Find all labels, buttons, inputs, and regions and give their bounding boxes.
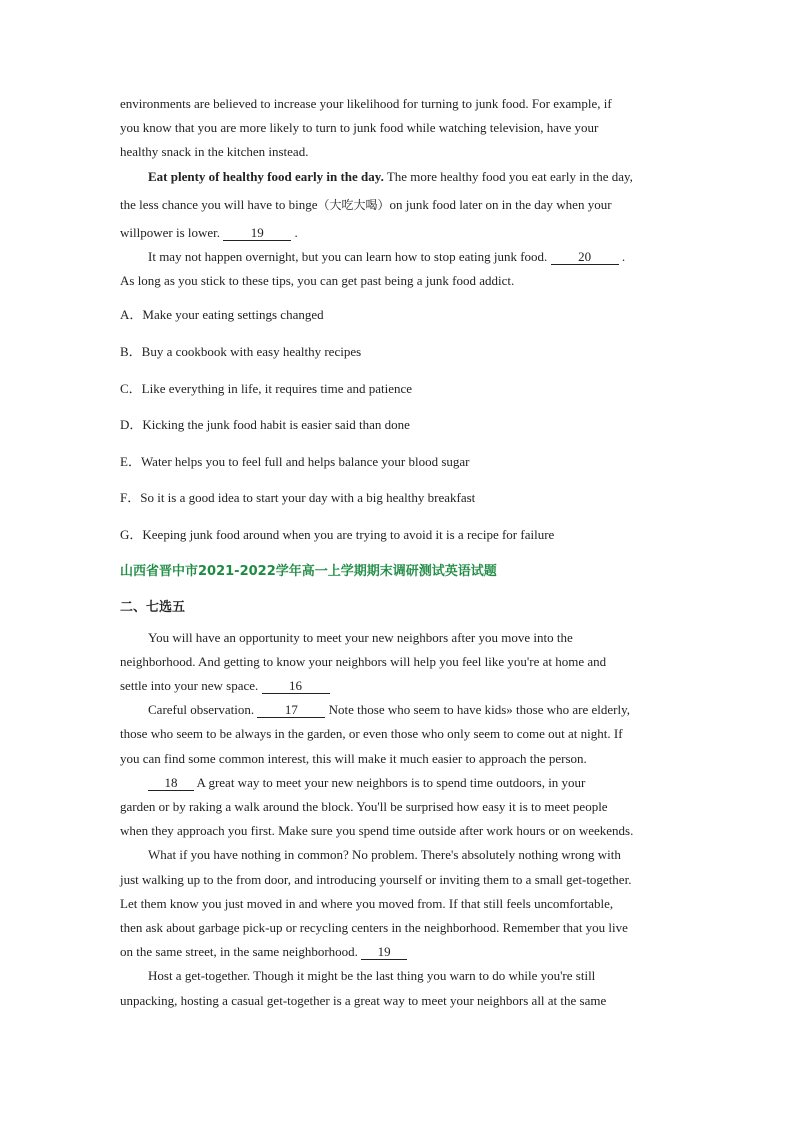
option-g[interactable]: G．Keeping junk food around when you are trying to avoid it is a recipe for failure [120,526,555,542]
option-b[interactable]: B．Buy a cookbook with easy healthy recipes [120,344,362,360]
text-line: the less chance you will have to binge（大吃大喝）on junk food later on in the day when your [120,196,612,212]
text-line: As long as you stick to these tips, you can get past being a junk food addict. [120,273,515,289]
text-line: environments are believed to increase your likelihood for turning to junk food. For example, if [120,96,612,111]
text-line: just walking up to the from door, and introducing yourself or inviting them to a small get-together. [120,871,632,887]
text-line: Let them know you just moved in and where you moved from. If that still feels uncomfortable, [120,895,614,911]
text-line: you can find some common interest, this will make it much easier to approach the person. [120,750,587,766]
option-c[interactable]: C．Like everything in life, it requires time and patience [120,380,413,396]
text-line: those who seem to be always in the garden, or even those who only seem to come out at night. If [120,726,623,742]
text-line: then ask about garbage pick-up or recycling centers in the neighborhood. Remember that you live [120,920,628,936]
text-line: What if you have nothing in common? No problem. There's absolutely nothing wrong with [148,847,621,863]
text-line: when they approach you first. Make sure you spend time outside after work hours or on weekends. [120,823,634,839]
text-line: settle into your new space. 16 [120,674,675,698]
blank-16[interactable]: 16 [262,679,330,694]
option-d[interactable]: D．Kicking the junk food habit is easier said than done [120,417,410,433]
document-page [120,92,675,1013]
blank-18[interactable]: 18 [148,776,194,791]
text-line: 18 A great way to meet your new neighbors is to spend time outdoors, in your [120,771,675,795]
text-line: healthy snack in the kitchen instead. [120,144,309,160]
text-line: Careful observation. 17 Note those who seem to have kids» those who are elderly, [148,702,630,718]
text-line: It may not happen overnight, but you can learn how to stop eating junk food. 20 . [148,249,626,265]
text-line: Host a get-together. Though it might be the last thing you warn to do while you're still [148,968,596,984]
text-line: you know that you are more likely to turn to junk food while watching television, have your [120,120,599,136]
text-line: unpacking, hosting a casual get-together is a great way to meet your neighbors all at the same [120,992,607,1008]
source-title: 山西省晋中市2021-2022学年高一上学期期末调研测试英语试题 [120,563,497,579]
blank-19-second[interactable]: 19 [361,945,407,960]
text-line: on the same street, in the same neighborhood. 19 [120,940,675,964]
text-line: garden or by raking a walk around the block. You'll be surprised how easy it is to meet people [120,799,608,814]
chinese-gloss: （大吃大喝） [317,197,390,212]
section-title: 二、七选五 [120,599,186,615]
blank-17[interactable]: 17 [257,703,325,718]
option-e[interactable]: E．Water helps you to feel full and helps balance your blood sugar [120,453,470,469]
tip-heading: Eat plenty of healthy food early in the day. [148,168,384,184]
option-f[interactable]: F．So it is a good idea to start your day with a big healthy breakfast [120,490,476,506]
options-list [120,297,675,553]
option-a[interactable]: A．Make your eating settings changed [120,307,324,323]
paragraph-healthy-food: Eat plenty of healthy food early in the day. The more healthy food you eat early in the day, [148,168,633,184]
text-line: neighborhood. And getting to know your neighbors will help you feel like you're at home and [120,653,607,669]
text-line: You will have an opportunity to meet your new neighbors after you move into the [148,629,573,645]
blank-20[interactable]: 20 [551,250,619,265]
blank-19[interactable]: 19 [223,226,291,241]
text-line: willpower is lower. 19 . [120,224,298,240]
